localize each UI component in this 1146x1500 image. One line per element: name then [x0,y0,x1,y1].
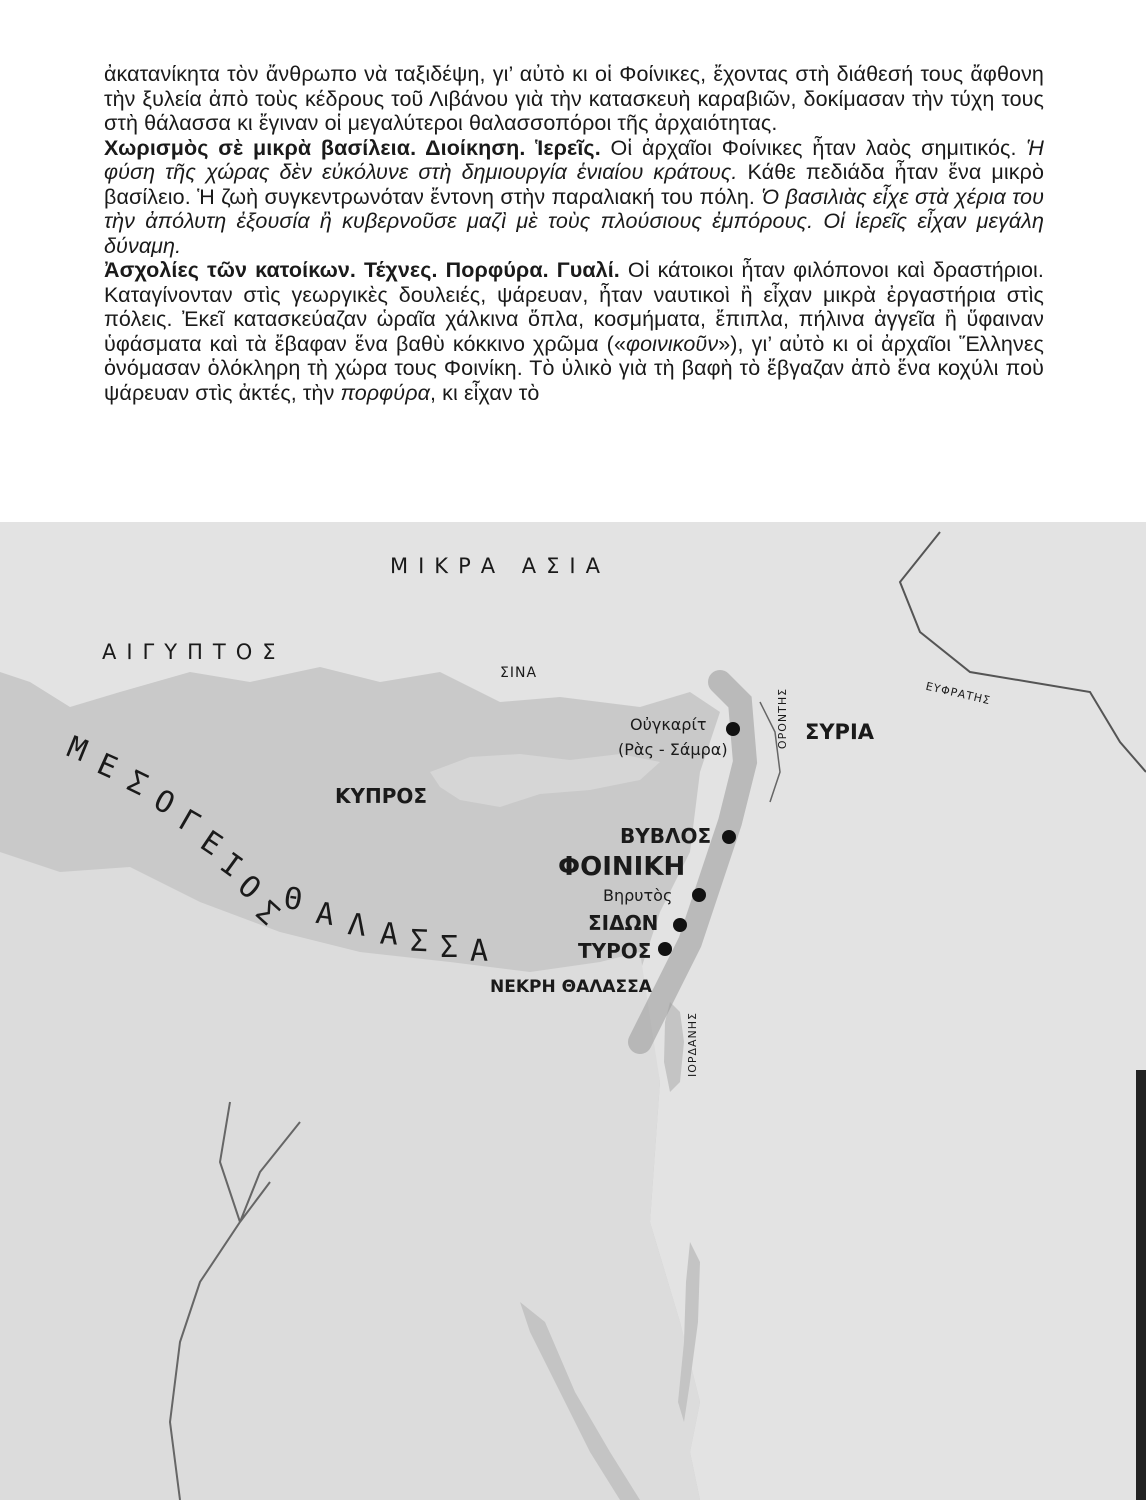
island-cyprus [430,754,660,807]
city-dot-sidon [673,918,687,932]
sea-label-letter: Σ [440,930,459,965]
paragraph-intro [104,62,1044,136]
italic-text: πορφύρα [340,380,430,405]
sea-label-letter: Ε [91,746,123,787]
paragraph-kingdoms [104,136,1044,259]
city-sidon: ΣΙΔΩΝ [588,911,659,935]
city-tyros: ΤΥΡΟΣ [578,939,652,963]
paragraph-text: Οἱ ἀρχαῖοι Φοίνικες ἦταν λαὸς σημιτικός. [610,135,1017,160]
page-edge-strip [1136,1070,1146,1500]
city-virytos: Βηρυτὸς [603,886,673,905]
region-mikra-asia: ΜΙΚΡΑ ΑΣΙΑ [390,554,610,578]
region-foiniki: ΦΟΙΝΙΚΗ [558,852,686,882]
river-label-iordanis: ΙΟΡΔΑΝΗΣ [686,1011,700,1078]
paragraph-text: Οἱ κάτοικοι ἦταν φιλόπονοι καὶ δραστήριοι. Καταγίνονταν στὶς γεωργικὲς δουλειές, ψάρευαν, ἦταν ναυτικοὶ ἢ εἶχαν μικρὰ ἐργαστήρια στὶς πόλεις. Ἐκεῖ κατασκεύαζαν ὡραῖα χάλκινα ὅπλα, κοσμήματα, ἔπιπλα, πήλινα ἀγγεῖα ἢ ὕφαιναν ὑφάσματα καὶ τὰ ἔβαφαν ἕνα βαθὺ κόκκινο χρῶμα (« [104,258,1044,356]
sea-label-letter: Γ [172,802,206,843]
city-ougkarit: Οὐγκαρίτ [630,715,707,734]
sea-label-letter: Σ [121,763,153,804]
paragraph-occupations [104,258,1044,405]
paragraph-text: , κι εἶχαν τὸ [430,380,540,405]
region-nekri-thalassa: ΝΕΚΡΗ ΘΑΛΑΣΣΑ [490,977,652,997]
sea-label-letter: Α [313,895,337,934]
city-dot-virytos [692,888,706,902]
region-aigyptos: ΑΙΓΥΠΤΟΣ [102,640,286,664]
region-syria: ΣΥΡΙΑ [805,720,875,744]
city-dot-ougkarit [726,722,740,736]
river-label-orontis: ΟΡΟΝΤΗΣ [776,687,790,750]
map-terrain [0,522,1146,1500]
city-dot-vyvlos [722,830,736,844]
sea-label-letter: Σ [409,923,429,960]
section-heading: Χωρισμὸς σὲ μικρὰ βασίλεια. Διοίκηση. Ἱερεῖς. [104,135,601,160]
river-label-eufratis: ΕΥΦΡΑΤΗΣ [924,679,993,708]
sea-label-letter: Θ [281,880,305,919]
sea-label-letter: Ε [193,823,229,864]
sea-label-letter: Σ [248,894,286,933]
italic-text: Ἡ φύση τῆς χώρας δὲν εὐκόλυνε στὴ δημιουργία ἑνιαίου κράτους. [104,135,1044,184]
sea-label-letter: Μ [62,729,92,770]
sea-label-letter: Α [470,934,489,969]
sea-label-letter: Ο [230,868,268,907]
paragraph-text: »), γι’ αὐτὸ κι οἱ ἀρχαῖοι Ἕλληνες ὀνόμασαν ὁλόκληρη τὴ χώρα τους Φοινίκη. Τὸ ὑλικὸ γιὰ τὴ βαφὴ τὸ ἔβγαζαν ἀπὸ ἕνα κοχύλι ποὺ ψάρευαν στὶς ἀκτές, τὴν [104,331,1044,405]
region-kypros: ΚΥΠΡΟΣ [335,784,428,808]
region-sina: ΣΙΝΑ [500,665,538,681]
section-heading: Ἀσχολίες τῶν κατοίκων. Τέχνες. Πορφύρα. Γυαλί. [104,258,620,282]
paragraph-text: ἀκατανίκητα τὸν ἄνθρωπο νὰ ταξιδέψη, γι’ αὐτὸ κι οἱ Φοίνικες, ἔχοντας στὴ διάθεσή τους ἄφθονη τὴν ξυλεία ἀπὸ τοὺς κέδρους τοῦ Λιβάνου γιὰ τὴν κατασκευὴ καραβιῶν, δοκίμασαν τὴν τύχη τους στὴ θάλασσα κι ἔγιναν οἱ μεγαλύτεροι θαλασσοπόροι τῆς ἀρχαιότητας. [104,62,1044,135]
city-ras-samra: (Ρὰς - Σάμρα) [618,740,728,759]
city-vyvlos: ΒΥΒΛΟΣ [620,824,712,848]
italic-text: Ὁ βασιλιὰς εἶχε στὰ χέρια του τὴν ἀπόλυτη ἐξουσία ἢ κυβερνοῦσε μαζὶ μὲ τοὺς πλούσιους ἐμπόρους. Οἱ ἱερεῖς εἶχαν μεγάλη δύναμη. [104,184,1044,258]
italic-text: φοινικοῦν [626,331,719,356]
sea-label-letter: Λ [346,907,368,944]
map-phoenicia [0,522,1146,1500]
sea-label-letter: Ι [213,846,249,885]
sea-label-letter: Ο [147,782,181,823]
city-dot-tyros [658,942,672,956]
sea-label-letter: Α [378,916,400,953]
paragraph-text: Κάθε πεδιάδα ἦταν ἕνα μικρὸ βασίλειο. Ἡ ζωὴ συγκεντρωνόταν ἔντονη στὴν παραλιακή του πόλη. [104,160,1044,209]
body-text [104,62,1044,405]
